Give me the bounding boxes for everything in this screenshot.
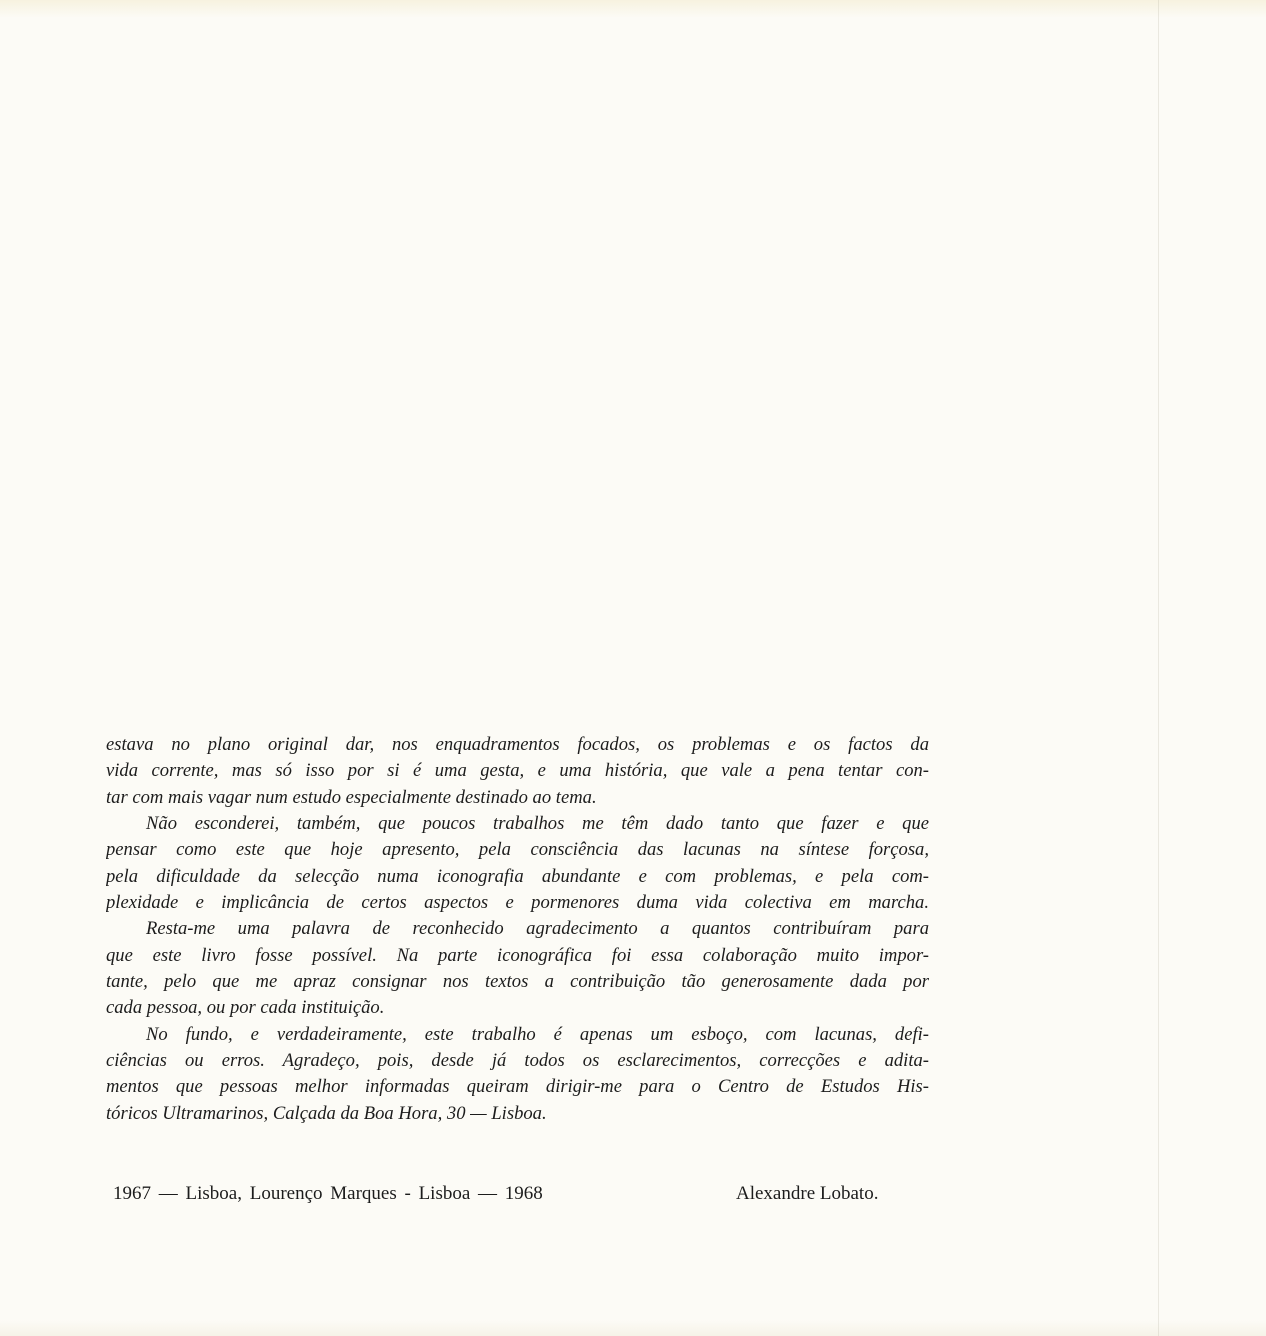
text-line: tóricos Ultramarinos, Calçada da Boa Hora, 30 — Lisboa. — [106, 1102, 547, 1124]
text-line: plexidade e implicância de certos aspectos e pormenores duma vida colectiva em marcha. — [106, 892, 929, 914]
text-line: Não esconderei, também, que poucos trabalhos me têm dado tanto que fazer e que — [146, 813, 929, 835]
text-line: pela dificuldade da selecção numa iconografia abundante e com problemas, e pela com- — [106, 865, 929, 887]
text-line: tante, pelo que me apraz consignar nos textos a contribuição tão generosamente dada por — [106, 971, 929, 993]
text-line: cada pessoa, ou por cada instituição. — [106, 997, 385, 1019]
text-line: Resta-me uma palavra de reconhecido agradecimento a quantos contribuíram para — [146, 918, 929, 940]
text-line: mentos que pessoas melhor informadas queiram dirigir-me para o Centro de Estudos His- — [106, 1076, 929, 1098]
text-line: ciências ou erros. Agradeço, pois, desde já todos os esclarecimentos, correcções e adita- — [106, 1050, 929, 1072]
page-fold-edge — [1158, 0, 1159, 1336]
text-line: tar com mais vagar num estudo especialmente destinado ao tema. — [106, 786, 597, 808]
text-line: estava no plano original dar, nos enquadramentos focados, os problemas e os factos da — [106, 734, 929, 755]
text-line: No fundo, e verdadeiramente, este trabalho é apenas um esboço, com lacunas, defi- — [146, 1023, 929, 1045]
text-line: que este livro fosse possível. Na parte iconográfica foi essa colaboração muito impor- — [106, 944, 929, 966]
text-line: pensar como este que hoje apresento, pela consciência das lacunas na síntese forçosa, — [106, 839, 929, 861]
dateline: 1967 — Lisboa, Lourenço Marques - Lisboa — 1968 — [113, 1183, 543, 1204]
author-signature: Alexandre Lobato. — [736, 1183, 879, 1204]
body-text — [106, 732, 929, 1127]
text-line: vida corrente, mas só isso por si é uma gesta, e uma história, que vale a pena tentar con- — [106, 760, 929, 782]
